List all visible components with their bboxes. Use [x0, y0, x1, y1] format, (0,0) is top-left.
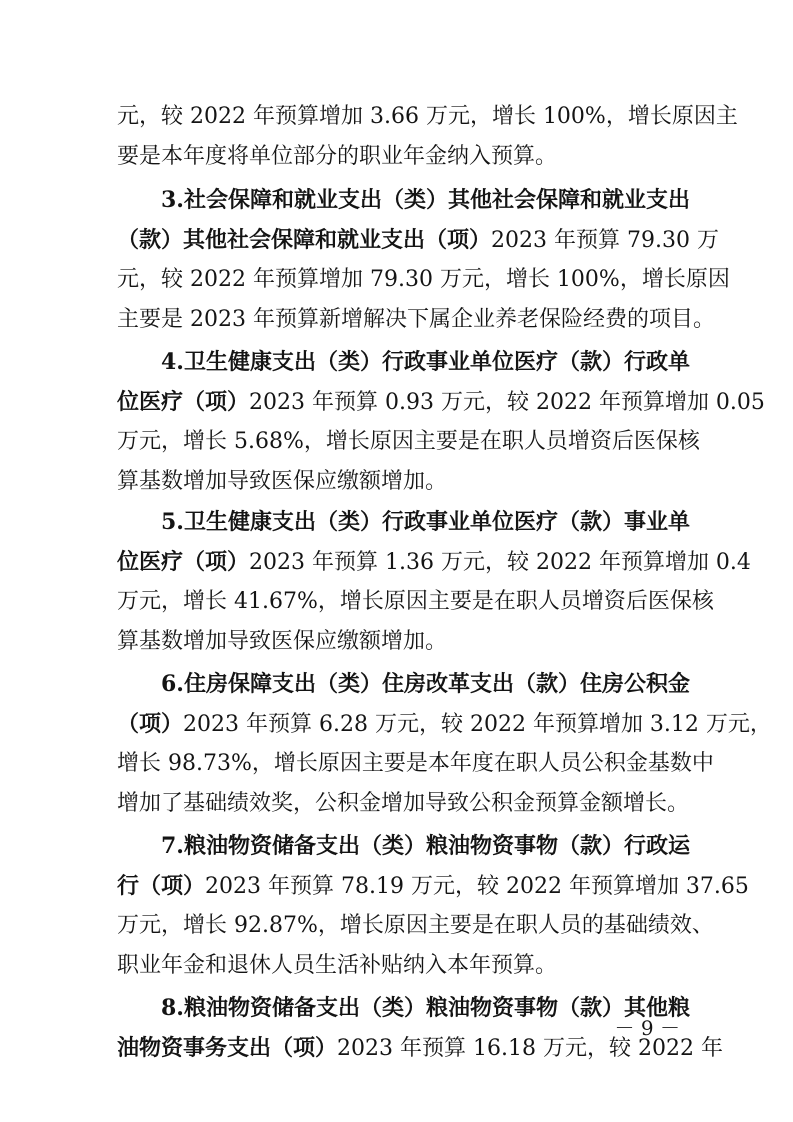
line-text: 2023 年预算 78.19 万元，较 2022 年预算增加 37.65	[205, 874, 749, 899]
line-bold-text: 位医疗（项）	[117, 549, 250, 575]
line-text: 算基数增加导致医保应缴额增加。	[117, 629, 448, 654]
text-line	[117, 462, 679, 502]
line-text: 增加了基础绩效奖，公积金增加导致公积金预算金额增长。	[117, 791, 690, 816]
text-line	[117, 97, 738, 137]
line-bold-text: 6.住房保障支出（类）住房改革支出（款）住房公积金	[161, 671, 690, 697]
line-text: 算基数增加导致医保应缴额增加。	[117, 469, 448, 494]
item-5-heading-line	[117, 542, 751, 582]
text-line	[117, 946, 679, 986]
line-bold-text: 7.粮油物资储备支出（类）粮油物资事物（款）行政运	[161, 833, 690, 859]
line-text: 2023 年预算 79.30 万	[491, 228, 719, 253]
text-line	[117, 422, 700, 462]
line-text: 主要是 2023 年预算新增解决下属企业养老保险经费的项目。	[117, 307, 715, 332]
line-bold-text: （项）	[117, 711, 184, 737]
text-line	[117, 582, 714, 622]
line-bold-text: 8.粮油物资储备支出（类）粮油物资事物（款）其他粮	[161, 995, 690, 1021]
line-bold-text: 行（项）	[117, 873, 206, 899]
text-line	[117, 260, 730, 300]
item-6-heading-line	[161, 664, 690, 704]
text-line	[117, 906, 714, 946]
item-7-heading-line	[161, 826, 690, 866]
line-text: 增长 98.73%，增长原因主要是本年度在职人员公积金基数中	[117, 751, 714, 776]
line-bold-text: 位医疗（项）	[117, 389, 250, 415]
item-8-heading-line	[161, 988, 690, 1028]
line-bold-text: 3.社会保障和就业支出（类）其他社会保障和就业支出	[161, 187, 690, 213]
line-text: 元，较 2022 年预算增加 79.30 万元，增长 100%，增长原因	[117, 267, 730, 292]
item-4-heading-line	[161, 342, 690, 382]
item-3-heading-line	[117, 220, 719, 260]
item-7-heading-line	[117, 866, 749, 906]
line-bold-text: （款）其他社会保障和就业支出（项）	[117, 227, 492, 253]
line-text: 元，较 2022 年预算增加 3.66 万元，增长 100%，增长原因主	[117, 104, 738, 129]
line-text: 2023 年预算 1.36 万元，较 2022 年预算增加 0.4	[249, 550, 751, 575]
line-text: 万元，增长 92.87%，增长原因主要是在职人员的基础绩效、	[117, 913, 714, 938]
page-number: － 9 －	[614, 1016, 680, 1040]
item-8-heading-line	[117, 1028, 723, 1068]
text-line	[117, 744, 714, 784]
text-line	[117, 300, 715, 340]
line-text: 要是本年度将单位部分的职业年金纳入预算。	[117, 144, 558, 169]
text-line	[117, 137, 679, 177]
line-bold-text: 5.卫生健康支出（类）行政事业单位医疗（款）事业单	[161, 509, 690, 535]
line-text: 2023 年预算 0.93 万元，较 2022 年预算增加 0.05	[249, 390, 765, 415]
item-5-heading-line	[161, 502, 690, 542]
item-4-heading-line	[117, 382, 765, 422]
line-text: 万元，增长 41.67%，增长原因主要是在职人员增资后医保核	[117, 589, 714, 614]
text-line	[117, 622, 679, 662]
item-3-heading-line	[161, 180, 690, 220]
line-bold-text: 油物资事务支出（项）	[117, 1035, 338, 1061]
line-text: 2023 年预算 6.28 万元，较 2022 年预算增加 3.12 万元，	[183, 712, 772, 737]
line-text: 万元，增长 5.68%，增长原因主要是在职人员增资后医保核	[117, 429, 700, 454]
line-bold-text: 4.卫生健康支出（类）行政事业单位医疗（款）行政单	[161, 349, 690, 375]
line-text: 2023 年预算 16.18 万元，较 2022 年	[337, 1036, 723, 1061]
line-text: 职业年金和退休人员生活补贴纳入本年预算。	[117, 953, 558, 978]
text-line	[117, 784, 690, 824]
item-6-heading-line	[117, 704, 772, 744]
